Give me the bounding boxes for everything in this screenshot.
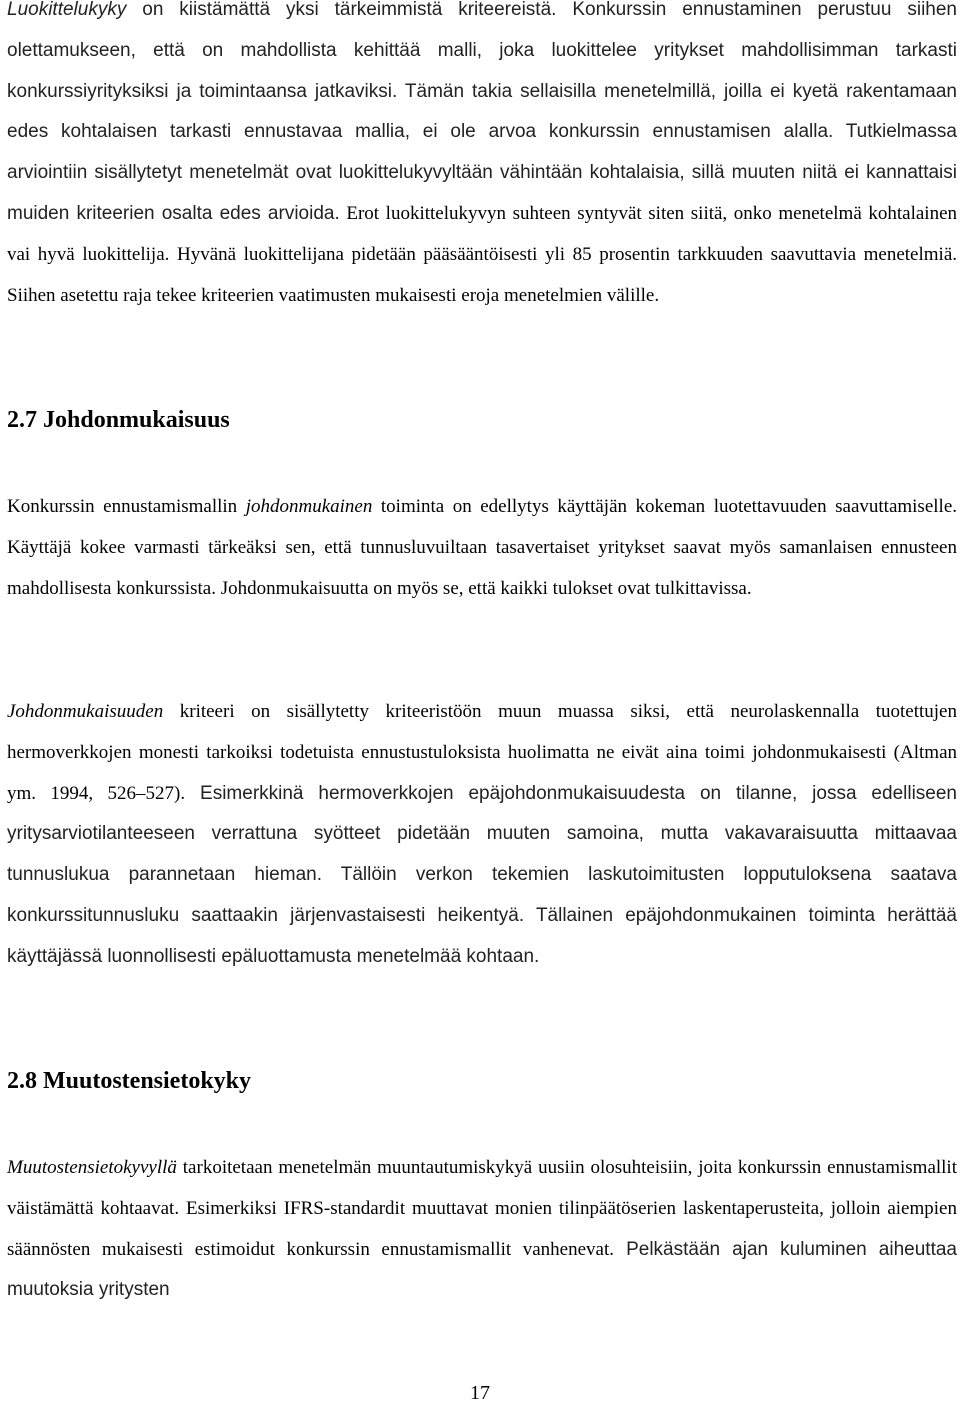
paragraph-johdonmukaisuus-criterion <box>7 692 957 978</box>
paragraph-text: tarkoitetaan menetelmän muuntautumiskykyä uusiin olosuhteisiin, joita konkurssin ennustamismallit väistämättä kohtaavat. <box>7 1157 957 1219</box>
paragraph-text: Erot luokittelukyvyn suhteen syntyvät siten siitä, onko menetelmä kohtalainen vai hyvä luokittelija. Hyvänä luokittelijana pidetään pääsääntöisesti yli 85 prosentin tarkkuuden saavuttavia menetelmiä. Siihen asetettu raja tekee kriteerien vaatimusten mukaisesti eroja menetelmien välille. <box>7 202 958 306</box>
paragraph-text: on kiistämättä yksi tärkeimmistä kriteereistä. Konkurssin ennustaminen perustuu siihen olettamukseen, että on mahdollista kehittää malli, joka luokittelee yritykset mahdollisimman tarkasti konkurssiyrityksiksi ja toimintaansa jatkaviksi. Tämän takia sellaisilla menetelmillä, joilla ei kyetä rakentamaan edes kohtalaisen tarkasti ennustavaa mallia, ei ole arvoa konkurssin ennustamisen alalla. Tutkielmassa arviointiin sisällytetyt menetelmät ovat luokittelukyvyltään vähintään kohtalaisia, sillä muuten niitä ei kannattaisi muiden kriteerien osalta edes arvioida. <box>7 0 957 224</box>
paragraph-luokittelukyky <box>7 0 957 316</box>
paragraph-text: Pelkästään ajan kuluminen aiheuttaa muutoksia yritysten <box>7 1238 957 1301</box>
paragraph-johdonmukaisuus-intro <box>7 487 957 609</box>
paragraph-text: Esimerkiksi IFRS-standardit muuttavat monien tilinpäätöserien laskentaperusteita, jolloin aiempien säännösten mukaisesti estimoidut konkurssin ennustamismallit vanhenevat. <box>7 1197 957 1260</box>
paragraph-text: Konkurssin ennustamismallin <box>7 496 246 517</box>
section-heading-muutostensietokyky: 2.8 Muutostensietokyky <box>7 1068 252 1094</box>
paragraph-text: toiminta on edellytys käyttäjän kokeman luotettavuuden saavuttamiselle. Käyttäjä kokee varmasti tärkeäksi sen, että tunnusluvuiltaan tasavertaiset yritykset saavat myös samanlaisen ennusteen mahdollisesta konkurssista. Johdonmukaisuutta on myös se, että kaikki tulokset ovat tulkittavissa. <box>7 496 958 599</box>
term-muutostensietokyvylla: Muutostensietokyvyllä <box>7 1157 177 1178</box>
term-johdonmukaisuuden: Johdonmukaisuuden <box>7 701 164 722</box>
section-heading-johdonmukaisuus: 2.7 Johdonmukaisuus <box>7 407 230 433</box>
paragraph-text: Esimerkkinä hermoverkkojen epäjohdonmukaisuudesta on tilanne, jossa edelliseen yritysarviotilanteeseen verrattuna syötteet pidetään muuten samoina, mutta vakavaraisuutta mittaavaa tunnuslukua parannetaan hieman. Tällöin verkon tekemien laskutoimitusten lopputuloksena saatava konkurssitunnusluku saattaakin järjenvastaisesti heikentyä. Tällainen epäjohdonmukainen toiminta herättää käyttäjässä luonnollisesti epäluottamusta menetelmää kohtaan. <box>7 782 958 967</box>
term-johdonmukainen: johdonmukainen <box>245 496 373 517</box>
paragraph-muutostensietokyky <box>7 1148 957 1311</box>
page-number: 17 <box>470 1382 490 1404</box>
paragraph-text: kriteeri on sisällytetty kriteeristöön muun muassa siksi, että neurolaskennalla tuotettujen hermoverkkojen monesti tarkoiksi todetuista ennustustuloksista huolimatta ne eivät aina toimi johdonmukaisesti (Altman ym. 1994, 526–527). <box>7 701 957 804</box>
term-luokittelukyky: Luokittelukyky <box>7 0 127 20</box>
